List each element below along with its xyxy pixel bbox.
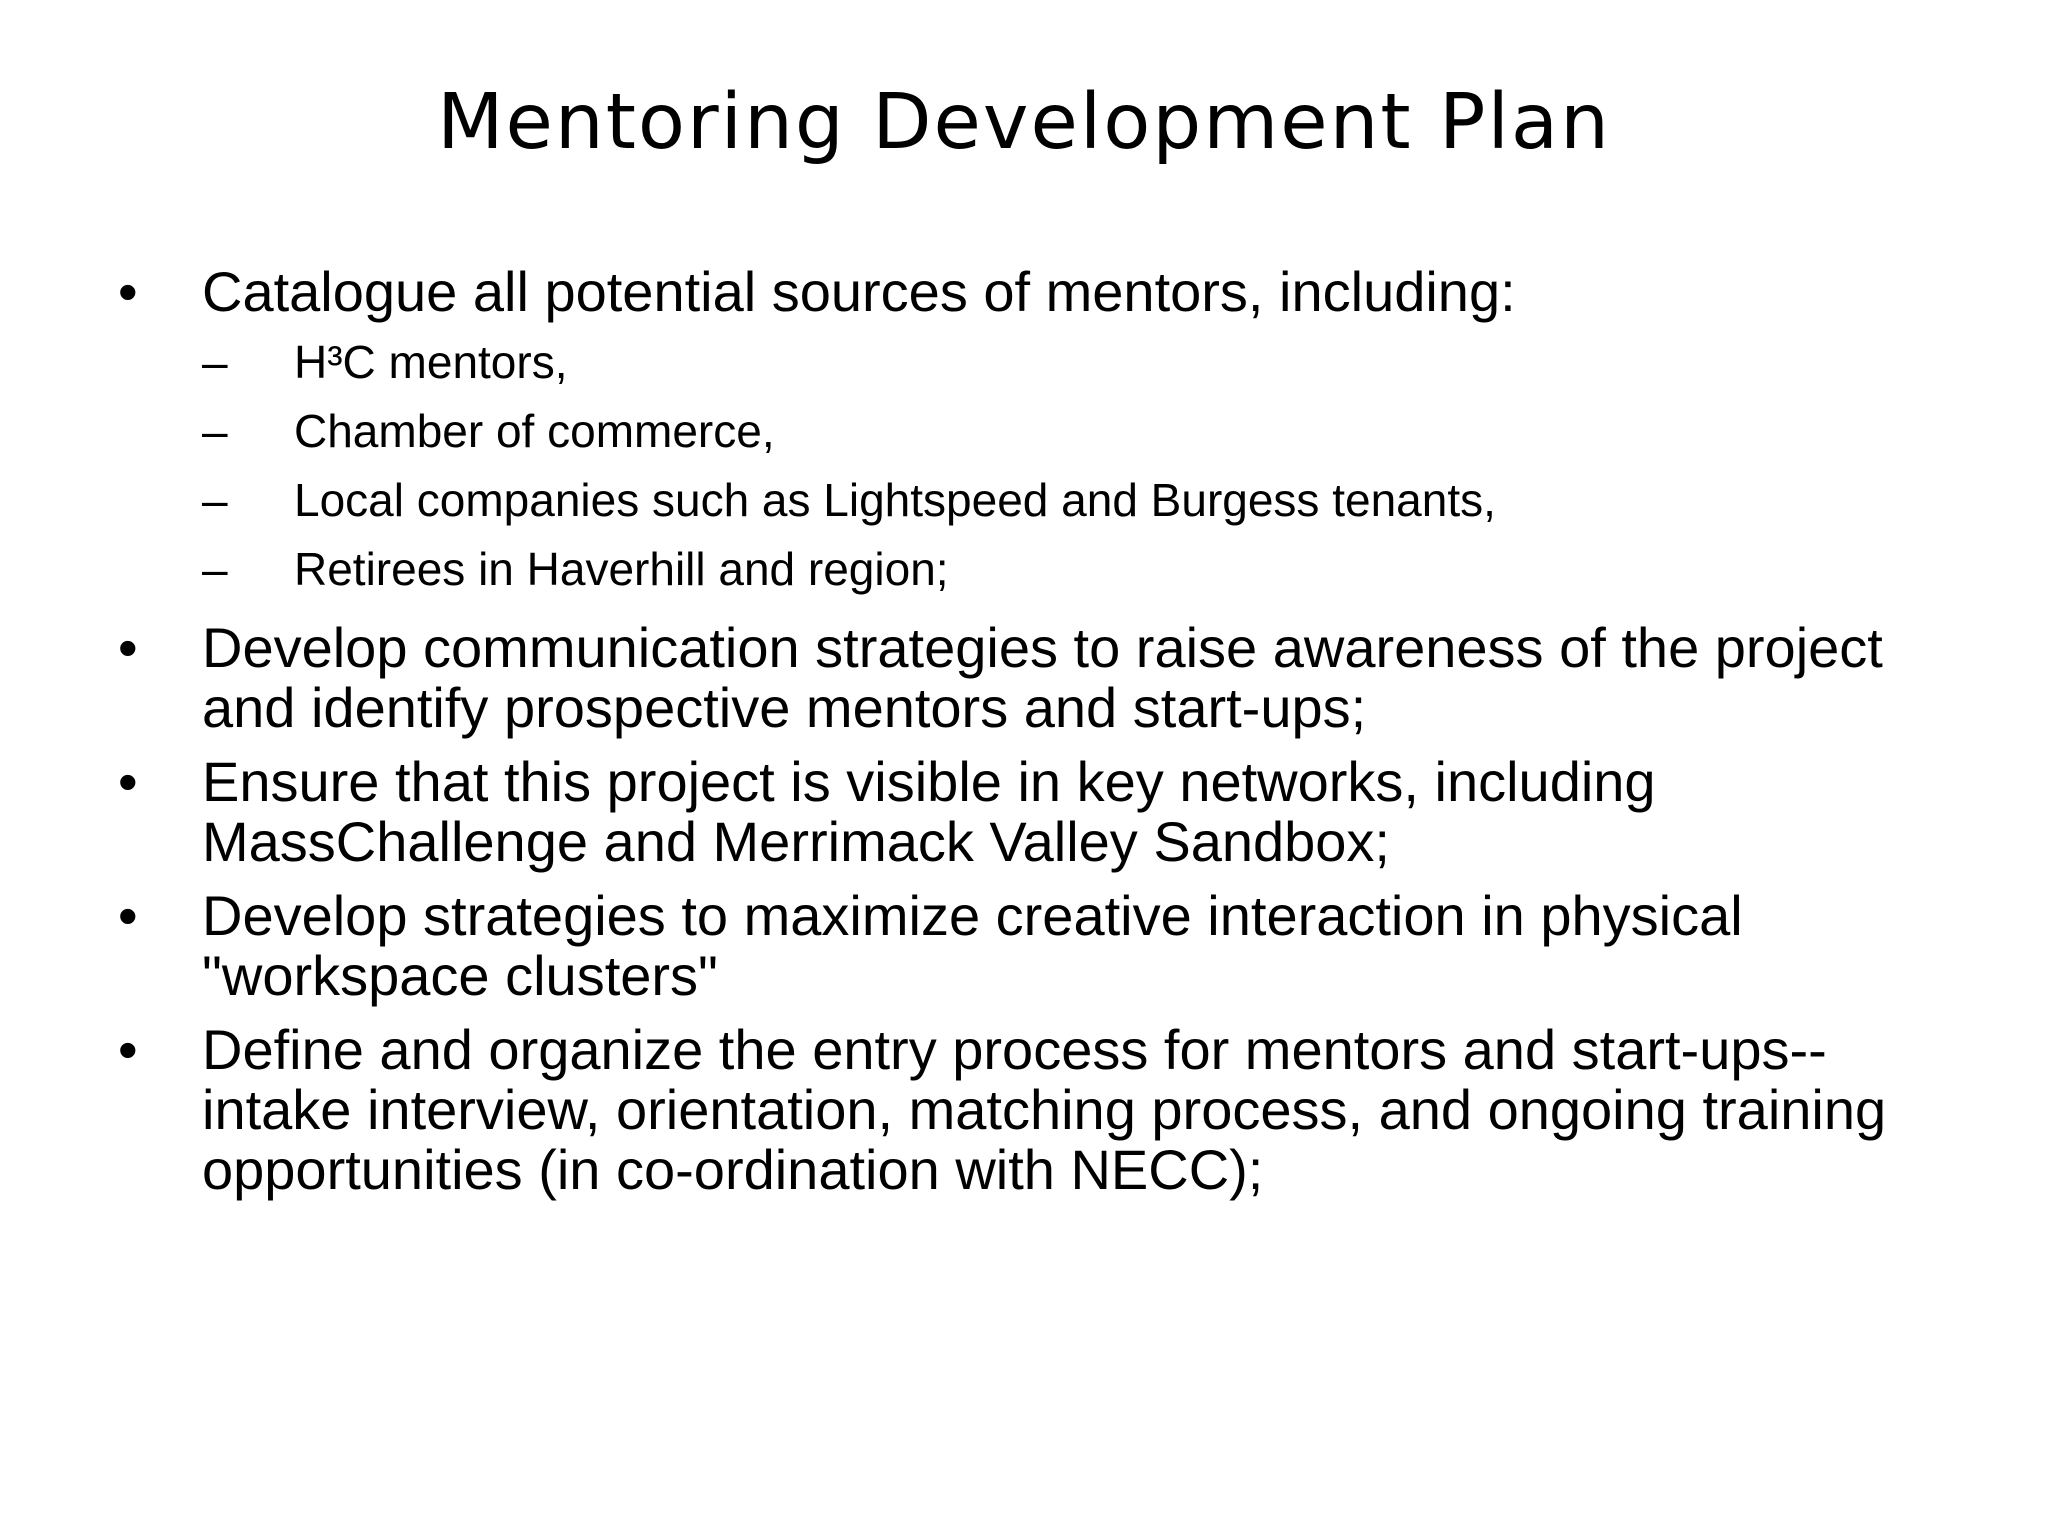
- bullet-item: [118, 618, 1968, 738]
- bullet-item: [118, 886, 1968, 1006]
- bullet-item: [118, 262, 1968, 604]
- sub-bullet-marker: –: [202, 543, 228, 595]
- sub-bullet-item: [202, 466, 1968, 535]
- bullet-marker: •: [118, 884, 138, 947]
- bullet-text: Develop communication strategies to raise awareness of the project and identify prospective mentors and start-ups;: [202, 616, 1883, 739]
- bullet-item: [118, 752, 1968, 872]
- bullet-text: Ensure that this project is visible in key networks, including MassChallenge and Merrimack Valley Sandbox;: [202, 750, 1656, 873]
- bullet-marker: •: [118, 750, 138, 813]
- sub-bullet-text: Chamber of commerce,: [294, 405, 775, 457]
- bullet-list: [118, 262, 1968, 1200]
- bullet-item: [118, 1020, 1968, 1200]
- bullet-marker: •: [118, 616, 138, 679]
- sub-bullet-item: [202, 535, 1968, 604]
- bullet-marker: •: [118, 1018, 138, 1081]
- sub-bullet-marker: –: [202, 474, 228, 526]
- slide-title: Mentoring Development Plan: [437, 78, 1611, 167]
- slide-body: [118, 262, 1968, 1214]
- sub-bullet-item: [202, 328, 1968, 397]
- sub-bullet-item: [202, 397, 1968, 466]
- sub-bullet-list: [202, 328, 1968, 604]
- sub-bullet-text: H³C mentors,: [294, 336, 568, 388]
- bullet-text: Catalogue all potential sources of mentors, including:: [202, 260, 1516, 323]
- bullet-text: Develop strategies to maximize creative interaction in physical "workspace clusters": [202, 884, 1743, 1007]
- sub-bullet-text: Local companies such as Lightspeed and Burgess tenants,: [294, 474, 1496, 526]
- bullet-marker: •: [118, 260, 138, 323]
- sub-bullet-marker: –: [202, 336, 228, 388]
- sub-bullet-marker: –: [202, 405, 228, 457]
- bullet-text: Define and organize the entry process for mentors and start-ups--intake interview, orientation, matching process, and ongoing training opportunities (in co-ordination with NECC);: [202, 1018, 1887, 1201]
- sub-bullet-text: Retirees in Haverhill and region;: [294, 543, 949, 595]
